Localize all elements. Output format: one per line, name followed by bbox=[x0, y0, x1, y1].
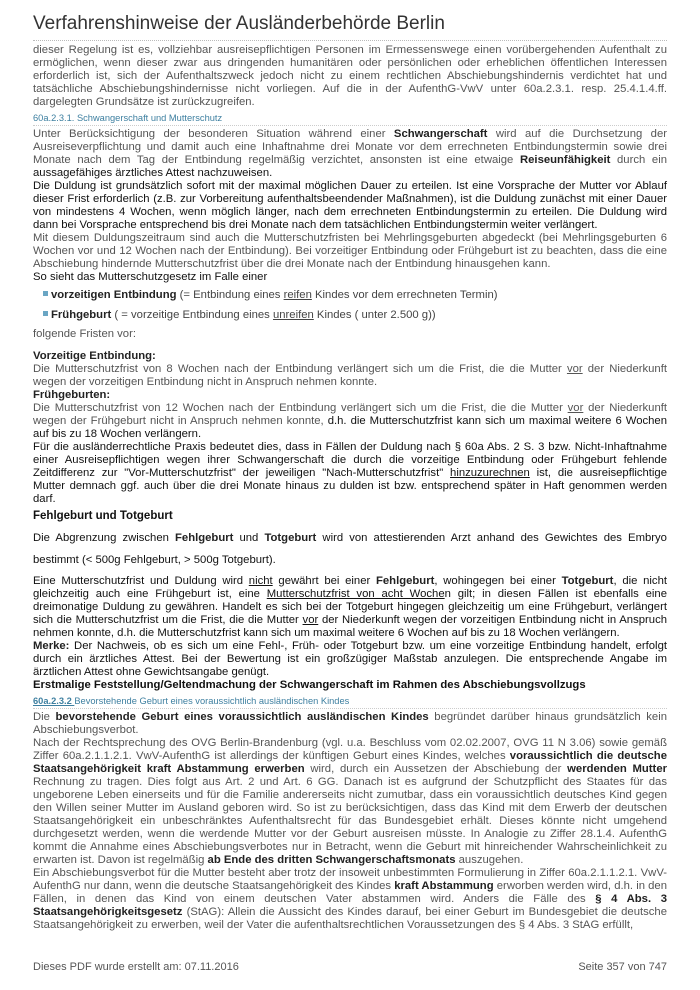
text: aussagefähiges ärztliches Attest nachzuweisen. bbox=[33, 167, 273, 179]
bold-term: werdenden Mutter bbox=[567, 763, 667, 775]
text: der Niederkunft wegen der vorzeitigen Entbindung nicht in Anspruch nehmen konnte, d.h. die Mutterschutzfrist kann sich um maximal weitere 6 Wochen auf bis zu 18 Wochen verlängern. bbox=[33, 614, 667, 639]
bold-term: vorzeitigen Entbindung bbox=[51, 289, 177, 301]
paragraph-fristen: folgende Fristen vor: bbox=[33, 328, 136, 340]
paragraph-abschiebungsverbot bbox=[33, 867, 667, 932]
bold-term: Schwangerschaft bbox=[393, 128, 488, 140]
paragraph-vorzeitige-entbindung bbox=[33, 363, 667, 389]
bold-term: Fehlgeburt bbox=[175, 532, 234, 544]
text: gewährt bei einer bbox=[272, 575, 376, 587]
text: (StAG): Allein die Aussicht des Kindes darauf, bei einer Geburt im Bundesgebiet die deutsche Staatsangehörigkeit zu erwerben, weil der Vater die aufenthaltsrechtlichen Voraussetzungen des § 4 Abs. 3 StAG erfüllt, bbox=[33, 906, 667, 931]
subheading-erstmalige-feststellung: Erstmalige Feststellung/Geltendmachung der Schwangerschaft im Rahmen des Abschiebungsvollzugs bbox=[33, 679, 586, 691]
bullet-icon bbox=[43, 291, 48, 296]
intro-paragraph: dieser Regelung ist es, vollziehbar ausreisepflichtigen Personen im Ermessenswege einen vorübergehenden Aufenthalt zu ermöglichen, wenn dieser zwar aus dringenden humanitären oder persönlichen oder erheblichen öffentlichen Interessen erforderlich ist, sich der Aufenthaltszweck jedoch nicht zu einem rechtlichen Abschiebungshindernis verdichtet hat und tatsächliche Abschiebungshindernisse nicht vorliegen. Auf die in der AufenthG-VwV unter 60a.2.3.1. resp. 25.4.1.4.ff. dargelegten Grundsätze ist zurückzugreifen. bbox=[33, 44, 667, 108]
text: und bbox=[233, 532, 265, 544]
underlined-term: unreifen bbox=[272, 309, 314, 321]
underlined-term: vor bbox=[566, 363, 583, 375]
text: auszugehen. bbox=[455, 854, 524, 866]
text: (= Entbindung eines bbox=[176, 289, 284, 301]
paragraph-fruehgeburten bbox=[33, 402, 667, 441]
text: Eine Mutterschutzfrist und Duldung wird bbox=[33, 575, 249, 587]
text: n gilt; in diesen Fällen ist ebenfalls eine dreimonatige Duldung zu gewähren. Handelt es sich bei der Totgeburt hingegen gleichzeitig um eine Frühgeburt, verlängert sich die Mutterschutzfrist um die Frist, die die Mutter bbox=[33, 588, 667, 626]
bold-term: voraussichtlich die deutsche Staatsangehörigkeit kraft Abstammung erwerben bbox=[33, 750, 667, 775]
page-footer bbox=[33, 961, 667, 973]
bold-term: Reiseunfähigkeit bbox=[519, 154, 611, 166]
paragraph-mehrlingsgeburten: Mit diesem Duldungszeitraum sind auch die Mutterschutzfristen bei Mehrlingsgeburten abgedeckt (bei Mehrlingsgeburten 6 Wochen vor und 12 Wochen nach der Entbindung). Bei vorzeitiger Entbindung oder Frühgeburt ist zu beachten, dass die eine Abschiebung hindernde Mutterschutzfrist über die drei Monate nach der Entbindung hinausgehen kann. bbox=[33, 232, 667, 270]
text: begründet darüber hinaus grundsätzlich kein Abschiebungsverbot. bbox=[33, 711, 668, 736]
text: wird auf die Durchsetzung der Ausreiseverpflichtung und damit auch eine Inhaftnahme drei Monate vor dem errechneten Entbindungstermin sowie drei Monate nach dem Tag der Entbindung regelmäßig verzichtet, ansonsten ist eine etwaige bbox=[33, 128, 667, 166]
list bbox=[33, 288, 667, 322]
subheading-fehlgeburt-totgeburt: Fehlgeburt und Totgeburt bbox=[33, 510, 173, 522]
text: Der Nachweis, ob es sich um eine Fehl-, Früh- oder Totgeburt bzw. um eine vorzeitige Entbindung handelt, erfolgt durch ein ärztliches Attest. Bei der Bewertung ist ein großzügiger Maßstab anzulegen. Die entsprechende Angabe im ärztlichen Attest ohne Gewichtsangabe genügt. bbox=[33, 640, 667, 678]
text: erworben werden wird, d.h. in den Fällen, in denen das Kind von einem deutschen Vater abstammen wird. Anders die Fälle des bbox=[33, 880, 667, 905]
text: , die nicht gleichzeitig auch eine Frühgeburt ist, eine bbox=[33, 575, 667, 600]
text: ist, die ausreisepflichtige Mutter demnach ggf. auch über die drei Monate hinaus zu dulden ist bzw. entsprechend später in Haft genommen werden darf. bbox=[33, 467, 667, 505]
footer-page-number: Seite 357 von 747 bbox=[578, 961, 667, 973]
underlined-term: reifen bbox=[283, 289, 312, 301]
document-page bbox=[33, 0, 667, 932]
text: Die Abgrenzung zwischen bbox=[33, 532, 176, 544]
list-item bbox=[43, 308, 667, 322]
text: ( = vorzeitige Entbindung eines bbox=[111, 309, 273, 321]
text: durch ein bbox=[610, 154, 667, 166]
text: Die Mutterschutzfrist von 8 Wochen nach der Entbindung verlängert sich um die Frist, die die Mutter bbox=[33, 363, 567, 375]
paragraph-praxis bbox=[33, 441, 667, 506]
section-number: 60a.2.3.2 bbox=[33, 696, 75, 706]
text: Unter Berücksichtigung der besonderen Situation während einer bbox=[33, 128, 394, 140]
text: Kindes vor dem errechneten Termin) bbox=[311, 289, 498, 301]
paragraph-bevorstehende-geburt bbox=[33, 711, 667, 737]
bold-term: Fehlgeburt bbox=[376, 575, 435, 587]
text: wird von attestierenden Arzt anhand des Gewichtes des Embryo bestimmt (< 500g Fehlgeburt, > 500g Totgeburt). bbox=[33, 532, 667, 566]
bold-term: Totgeburt bbox=[264, 532, 317, 544]
text: der Niederkunft wegen der vorzeitigen Entbindung nicht in Anspruch nehmen konnte. bbox=[33, 363, 667, 388]
text: Kindes ( unter 2.500 g)) bbox=[313, 309, 436, 321]
underlined-term: nicht bbox=[248, 575, 273, 587]
footer-created-date: Dieses PDF wurde erstellt am: 07.11.2016 bbox=[33, 961, 239, 973]
bullet-icon bbox=[43, 311, 48, 316]
bold-term: ab Ende des dritten Schwangerschaftsmonats bbox=[207, 854, 456, 866]
text: Die bbox=[33, 711, 56, 723]
underlined-term: vor bbox=[567, 402, 584, 414]
text: d.h. die Mutterschutzfrist kann sich um maximal weitere 6 Wochen auf bis zu 18 Wochen verlängern. bbox=[33, 415, 667, 440]
bold-term: § 4 Abs. 3 Staatsangehörigkeitsgesetz bbox=[33, 893, 667, 918]
section-heading-schwangerschaft: 60a.2.3.1. Schwangerschaft und Mutterschutz bbox=[33, 112, 667, 126]
text: Für die ausländerrechtliche Praxis bedeutet dies, dass in Fällen der Duldung nach § 60a Abs. 2 S. 3 bzw. Nicht-Inhaftnahme einer Ausreisepflichtigen wegen ihrer Schwangerschaft die durch die vorzeitige Entbindung oder Frühgeburt fehlende Zeitdifferenz zur "Vor-Mutterschutzfrist" der jeweiligen "Nach-Mutterschutzfrist" bbox=[33, 441, 667, 479]
underlined-term: hinzuzurechnen bbox=[450, 467, 530, 479]
paragraph-mutterschutzgesetz: So sieht das Mutterschutzgesetz im Falle einer bbox=[33, 271, 268, 283]
bold-term: Merke: bbox=[33, 640, 70, 652]
bold-term: kraft Abstammung bbox=[394, 880, 494, 892]
section-heading-bevorstehende-geburt bbox=[33, 695, 667, 709]
bold-term: Frühgeburt bbox=[51, 309, 112, 321]
text: Nach der Rechtsprechung des OVG Berlin-Brandenburg (vgl. u.a. Beschluss vom 02.02.2007, OVG 11 N 3.06) sowie gemäß Ziffer 60a.2.1.1.2.1. VwV-AufenthG ist allerdings der künftigen Geburt eines Kindes, welches bbox=[33, 737, 667, 762]
paragraph-schwangerschaft bbox=[33, 128, 667, 180]
page-title: Verfahrenshinweise der Ausländerbehörde Berlin bbox=[33, 12, 667, 41]
text: Die Mutterschutzfrist von 12 Wochen nach der Entbindung verlängert sich um die Frist, die die Mutter bbox=[33, 402, 568, 414]
underlined-term: Mutterschutzfrist von acht Woche bbox=[266, 588, 445, 600]
list-item bbox=[43, 288, 667, 302]
text: Ein Abschiebungsverbot für die Mutter besteht aber trotz der insoweit unbestimmten Formulierung in Ziffer 60a.2.1.1.2.1. VwV-AufenthG nur dann, wenn die deutsche Staatsangehörigkeit des Kindes bbox=[33, 867, 667, 892]
section-heading-text: Bevorstehende Geburt eines voraussichtlich ausländischen Kindes bbox=[74, 696, 350, 706]
subheading-fruehgeburten: Frühgeburten: bbox=[33, 389, 111, 401]
paragraph-mutterschutzfrist-duldung bbox=[33, 575, 667, 640]
text: , wohingegen bei einer bbox=[434, 575, 562, 587]
bold-term: bevorstehende Geburt eines voraussichtlich ausländischen Kindes bbox=[55, 711, 429, 723]
paragraph-rechtsprechung bbox=[33, 737, 667, 867]
paragraph-merke bbox=[33, 640, 667, 679]
text: der Niederkunft wegen der Frühgeburt nicht in Anspruch nehmen konnte, bbox=[33, 402, 667, 427]
paragraph-duldung: Die Duldung ist grundsätzlich sofort mit der maximal möglichen Dauer zu erteilen. Ist eine Vorsprache der Mutter vor Ablauf dieser Frist erforderlich (z.B. zur Vorbereitung aufenthaltsbeendender Maßnahmen), ist die Duldung zunächst mit einer Dauer von mindestens 4 Wochen, wenn möglich länger, nach dem errechneten Entbindungstermin zu erteilen. Die Duldung wird dann bei Vorsprache entsprechend bis drei Monate nach dem tatsächlichen Entbindungstermin weiter verlängert. bbox=[33, 180, 667, 231]
paragraph-abgrenzung bbox=[33, 527, 667, 571]
text: wird, durch ein Aussetzen der Abschiebung der bbox=[304, 763, 568, 775]
bold-term: Totgeburt bbox=[561, 575, 614, 587]
subheading-vorzeitige-entbindung: Vorzeitige Entbindung: bbox=[33, 350, 156, 362]
text: Rechnung zu tragen. Dies folgt aus Art. 2 und Art. 6 GG. Danach ist es aufgrund der Schutzpflicht des Staates für das ungeborene Leben einerseits und für die Familie andererseits nicht zumutbar, dass ein voraussichtlich deutsches Kind gegen den Willen seiner Mutter im Ausland geboren wird. So ist zu berücksichtigen, dass das Kind mit dem Erwerb der deutschen Staatsangehörigkeit ein unbeschränktes Aufenthaltsrecht für das Bundesgebiet erhält. Dieses könnte nicht umgehend durchgesetzt werden, wenn die werdende Mutter vor der Geburt ausreisen müsste. In Analogie zu Ziffer 28.1.4. AufenthG kommt die Annahme eines Abschiebungsverbotes nur in Betracht, wenn die Geburt mit hinreichender Wahrscheinlichkeit zu erwarten ist. Davon ist regelmäßig bbox=[33, 776, 667, 866]
underlined-term: vor bbox=[302, 614, 319, 626]
